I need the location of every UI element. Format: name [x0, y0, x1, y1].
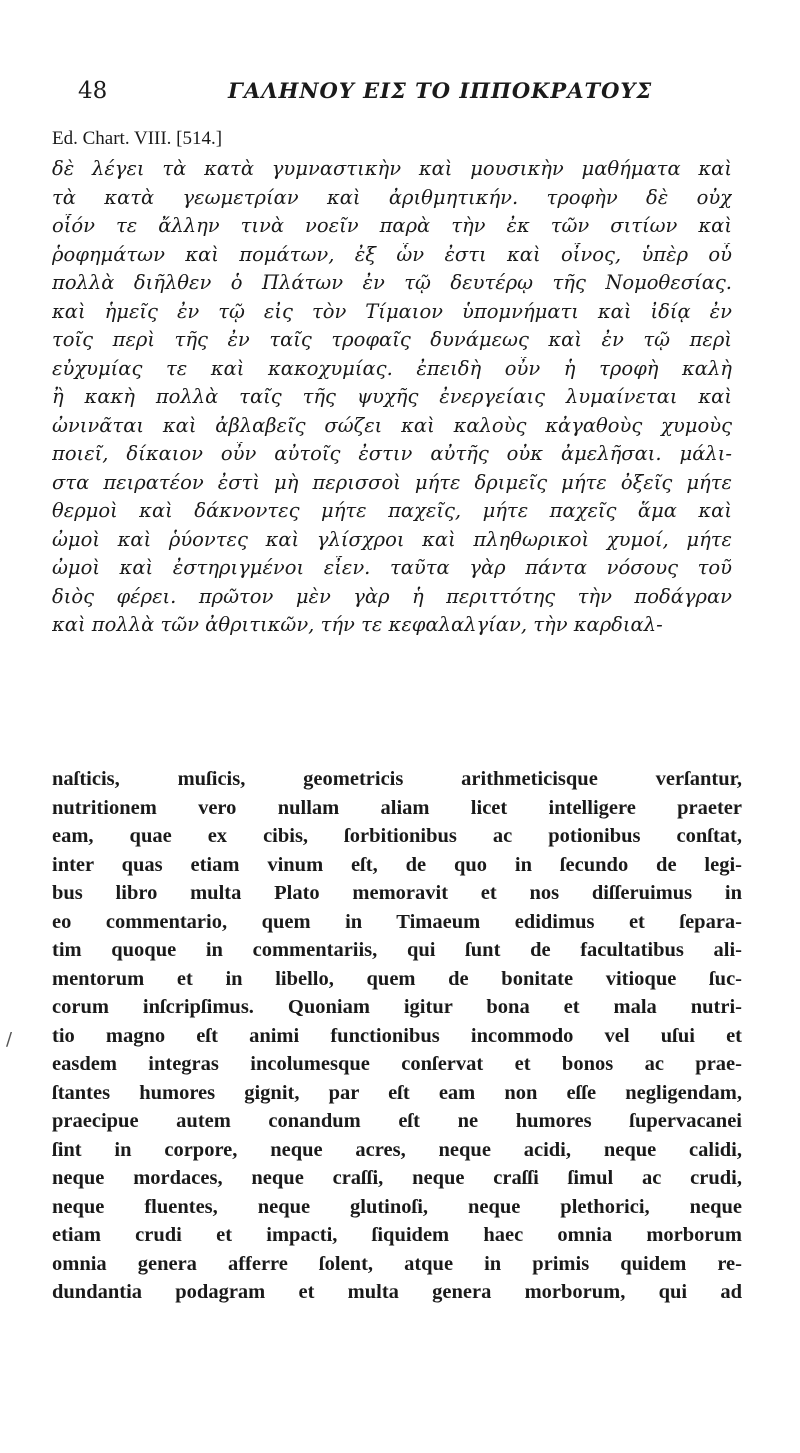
latin-line: eam, quae ex cibis, ſorbitionibus ac potionibus conſtat, [52, 825, 742, 847]
running-title: ΓΑΛΗΝΟΥ ΕΙΣ ΤΟ ΙΠΠΟΚΡΑΤΟΥΣ [228, 78, 653, 103]
latin-line: eo commentario, quem in Timaeum edidimus et ſepara- [52, 910, 742, 933]
greek-line: ποιεῖ, δίκαιον οὖν αὐτοῖς ἐστιν αὐτῆς οὐκ ἀμελῆσαι. μάλι- [52, 442, 732, 465]
greek-line: πολλὰ διῆλθεν ὁ Πλάτων ἐν τῷ δευτέρῳ τῆς Νομοθεσίας. [52, 271, 732, 294]
latin-line: neque fluentes, neque glutinoſi, neque plethorici, neque [52, 1195, 742, 1218]
latin-line: inter quas etiam vinum eſt, de quo in ſecundo de legi- [52, 853, 742, 876]
latin-line: easdem integras incolumesque conſervat et bonos ac prae- [52, 1053, 742, 1075]
latin-line: tio magno eſt animi functionibus incommodo vel uſui et [52, 1024, 742, 1047]
latin-line: naſticis, muſicis, geometricis arithmeticisque verſantur, [52, 768, 742, 790]
greek-line: ὠμοὶ καὶ ἐστηριγμένοι εἶεν. ταῦτα γὰρ πάντα νόσους τοῦ [52, 556, 732, 579]
margin-mark: / [6, 1029, 13, 1050]
greek-line: ῥοφημάτων καὶ πομάτων, ἐξ ὧν ἐστι καὶ οἶνος, ὑπὲρ οὗ [52, 242, 732, 266]
latin-line: neque mordaces, neque craſſi, neque craſſi ſimul ac crudi, [52, 1167, 742, 1189]
greek-line: ὠμοὶ καὶ ῥύοντες καὶ γλίσχροι καὶ πληθωρικοὶ χυμοί, μήτε [52, 527, 732, 551]
greek-line: καὶ ἡμεῖς ἐν τῷ εἰς τὸν Τίμαιον ὑπομνήματι καὶ ἰδίᾳ ἐν [52, 299, 732, 323]
page-header [78, 78, 738, 118]
greek-line: θερμοὶ καὶ δάκνοντες μήτε παχεῖς, μήτε παχεῖς ἅμα καὶ [52, 499, 732, 522]
greek-line: διὸς φέρει. πρῶτον μὲν γὰρ ἡ περιττότης τὴν ποδάγραν [52, 584, 732, 608]
latin-line: etiam crudi et impacti, ſiquidem haec omnia morborum [52, 1224, 742, 1246]
latin-line: praecipue autem conandum eſt ne humores ſupervacanei [52, 1110, 742, 1132]
latin-line: tim quoque in commentariis, qui ſunt de facultatibus ali- [52, 939, 742, 961]
greek-text-block [52, 157, 732, 642]
latin-line: bus libro multa Plato memoravit et nos diſſeruimus in [52, 882, 742, 904]
edition-reference: Ed. Chart. VIII. [514.] [52, 128, 223, 149]
greek-line: εὐχυμίας τε καὶ κακοχυμίας. ἐπειδὴ οὖν ἡ τροφὴ καλὴ [52, 356, 732, 380]
greek-line: ἢ κακὴ πολλὰ ταῖς τῆς ψυχῆς ἐνεργείαις λυμαίνεται καὶ [52, 385, 732, 408]
greek-line: τοῖς περὶ τῆς ἐν ταῖς τροφαῖς δυνάμεως καὶ ἐν τῷ περὶ [52, 328, 732, 351]
latin-line: mentorum et in libello, quem de bonitate vitioque ſuc- [52, 967, 742, 990]
latin-line: dundantia podagram et multa genera morborum, qui ad [52, 1281, 742, 1303]
greek-line: στα πειρατέον ἐστὶ μὴ περισσοὶ μήτε δριμεῖς μήτε ὀξεῖς μήτε [52, 470, 732, 494]
greek-line: οἷόν τε ἄλλην τινὰ νοεῖν παρὰ τὴν ἐκ τῶν σιτίων καὶ [52, 214, 732, 237]
page-number: 48 [78, 78, 108, 104]
greek-line: καὶ πολλὰ τῶν ἀθριτικῶν, τήν τε κεφαλαλγίαν, τὴν καρδιαλ- [52, 613, 663, 636]
latin-text-block [52, 768, 742, 1310]
latin-line: omnia genera afferre ſolent, atque in primis quidem re- [52, 1252, 742, 1275]
latin-line: corum inſcripſimus. Quoniam igitur bona et mala nutri- [52, 996, 742, 1018]
greek-line: ὠνινᾶται καὶ ἀβλαβεῖς σώζει καὶ καλοὺς κἀγαθοὺς χυμοὺς [52, 413, 732, 437]
greek-line: δὲ λέγει τὰ κατὰ γυμναστικὴν καὶ μουσικὴν μαθήματα καὶ [52, 157, 732, 180]
latin-line: nutritionem vero nullam aliam licet intelligere praeter [52, 796, 742, 819]
greek-line: τὰ κατὰ γεωμετρίαν καὶ ἀριθμητικήν. τροφὴν δὲ οὐχ [52, 185, 732, 209]
latin-line: ſtantes humores gignit, par eſt eam non eſſe negligendam, [52, 1081, 742, 1104]
latin-line: ſint in corpore, neque acres, neque acidi, neque calidi, [52, 1138, 742, 1161]
